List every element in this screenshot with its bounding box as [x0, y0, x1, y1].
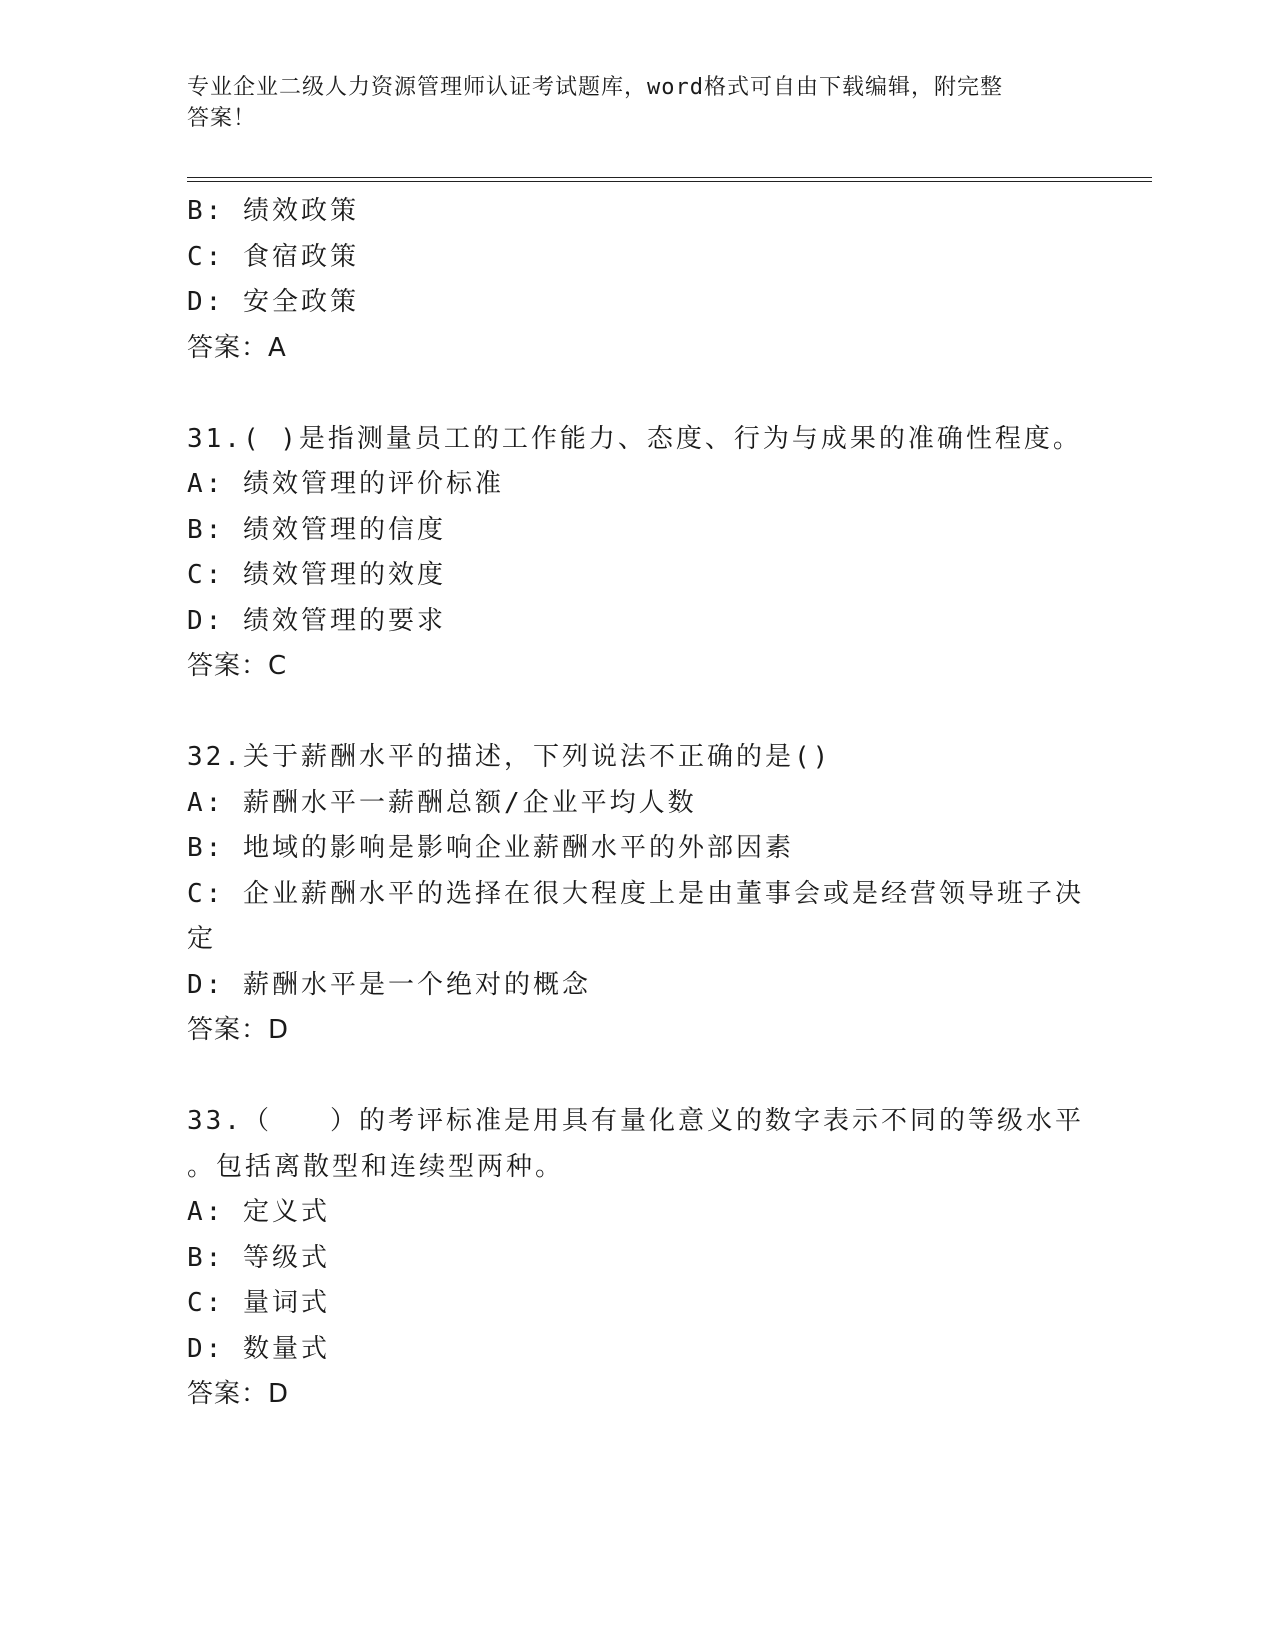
option-d: D: 薪酬水平是一个绝对的概念	[187, 969, 591, 1000]
question-stem-line-1: 33.（ ）的考评标准是用具有量化意义的数字表示不同的等级水平	[187, 1106, 1084, 1136]
option-a: A: 绩效管理的评价标准	[187, 469, 504, 499]
answer: 答案：C	[187, 651, 288, 681]
option-d: D: 数量式	[187, 1333, 330, 1364]
header-divider-bottom	[187, 181, 1152, 182]
answer: 答案：A	[187, 332, 287, 363]
question-31	[187, 417, 1107, 690]
question-stem-line-2: 。包括离散型和连续型两种。	[187, 1151, 565, 1182]
question-33	[187, 1099, 1107, 1418]
option-c: C: 绩效管理的效度	[187, 560, 446, 590]
option-b: B: 绩效政策	[187, 196, 359, 226]
question-list	[187, 189, 1107, 1418]
option-d: D: 安全政策	[187, 287, 359, 317]
header-line-2: 答案！	[187, 106, 257, 131]
document-header	[187, 72, 1087, 134]
option-b: B: 地域的影响是影响企业薪酬水平的外部因素	[187, 833, 794, 863]
answer: 答案：D	[187, 1379, 290, 1409]
question-stem: 31.( )是指测量员工的工作能力、态度、行为与成果的准确性程度。	[187, 423, 1082, 454]
header-line-1: 专业企业二级人力资源管理师认证考试题库，word格式可自由下载编辑，附完整	[187, 75, 1003, 100]
answer: 答案：D	[187, 1015, 290, 1045]
option-d: D: 绩效管理的要求	[187, 605, 446, 636]
option-a: A: 薪酬水平一薪酬总额/企业平均人数	[187, 787, 697, 818]
option-c-line-2: 定	[187, 924, 217, 954]
option-c-line-1: C: 企业薪酬水平的选择在很大程度上是由董事会或是经营领导班子决	[187, 878, 1084, 909]
option-a: A: 定义式	[187, 1197, 330, 1227]
question-32	[187, 735, 1107, 1054]
option-c: C: 量词式	[187, 1288, 330, 1318]
header-divider-top	[187, 177, 1152, 178]
question-stem: 32.关于薪酬水平的描述，下列说法不正确的是()	[187, 742, 832, 772]
option-c: C: 食宿政策	[187, 241, 359, 272]
previous-question-tail	[187, 189, 1107, 371]
option-b: B: 等级式	[187, 1242, 330, 1273]
option-b: B: 绩效管理的信度	[187, 514, 446, 545]
